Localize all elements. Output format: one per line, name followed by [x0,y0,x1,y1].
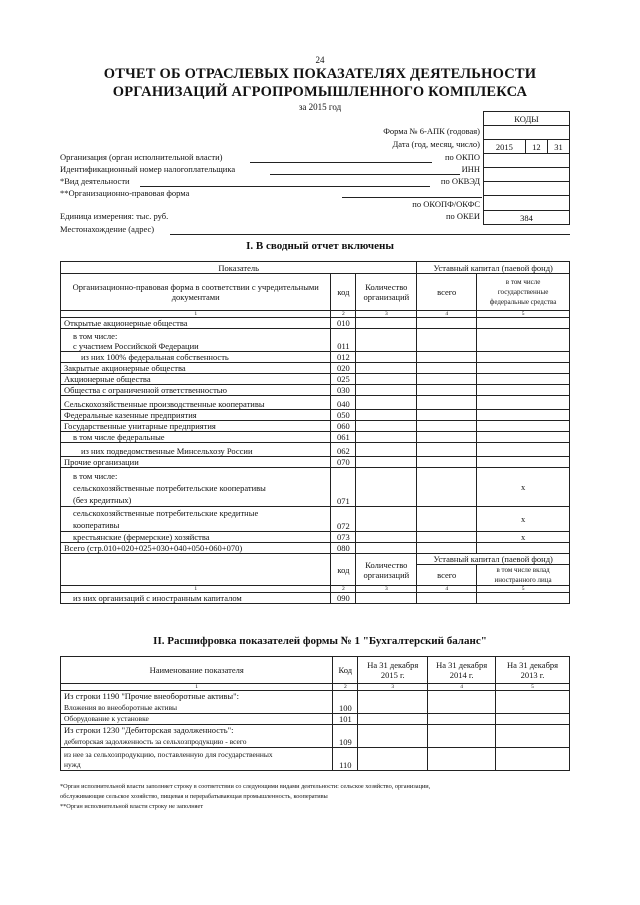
footnotes [60,782,620,812]
codes-table [483,111,570,225]
col-num-3: 3 [356,311,417,318]
row-code: 010 [331,318,356,329]
input-cell[interactable] [417,374,477,385]
table-row-label: Открытые акционерные общества [61,318,331,329]
input-cell[interactable] [417,363,477,374]
row-code: 070 [331,457,356,468]
section2-table [60,656,570,771]
input-cell[interactable] [477,432,570,443]
input-cell[interactable] [428,748,496,771]
h-total: всего [417,274,477,311]
input-cell[interactable] [477,374,570,385]
row-code: 062 [331,443,356,457]
footnote-2: обслуживающие сельское хозяйство, пищевая и перерабатывающая промышленность, кооперативы [60,793,328,800]
table-row-label: из нее за сельхозпродукцию, поставленную для государственных нужд [61,748,333,771]
organization-line[interactable] [250,162,432,163]
h-federal: в том числе государственные федеральные средства [477,274,570,311]
okpo-code-cell[interactable] [484,154,570,168]
row-code: 101 [333,714,358,725]
col-num-5: 5 [477,586,570,593]
input-cell[interactable] [356,457,417,468]
table-row-label: в том числе федеральные [61,432,331,443]
table-row-label: Из строки 1190 "Прочие внеоборотные активы": Вложения во внеоборотные активы [61,691,333,714]
input-cell[interactable] [356,468,417,507]
input-cell[interactable] [477,363,570,374]
row-code: 061 [331,432,356,443]
input-cell[interactable] [417,457,477,468]
h-foreign: в том числе вклад иностранного лица [477,565,570,586]
table-row-label: Всего (стр.010+020+025+030+040+050+060+070) [61,543,331,554]
input-cell[interactable] [417,352,477,363]
table-row-label: Государственные унитарные предприятия [61,421,331,432]
row-code: 020 [331,363,356,374]
row-code: 060 [331,421,356,432]
input-cell[interactable] [477,421,570,432]
col-num-4: 4 [417,586,477,593]
location-label: Местонахождение (адрес) [60,224,155,234]
inn-code-cell[interactable] [484,168,570,182]
table-row-label: Прочие организации [61,457,331,468]
row-code: 080 [331,543,356,554]
footnote-3: **Орган исполнительной власти строку не заполняет [60,803,204,810]
section1-table [60,261,570,604]
input-cell[interactable] [356,593,417,604]
table-row-label: в том числе: с участием Российской Федерации [61,329,331,352]
input-cell[interactable] [477,385,570,396]
h-2014: На 31 декабря 2014 г. [428,657,496,684]
form-code-cell[interactable] [484,126,570,140]
row-code: 109 [333,725,358,748]
row-code: 012 [331,352,356,363]
table-row-label: из них 100% федеральная собственность [61,352,331,363]
row-code: 040 [331,396,356,410]
input-cell[interactable] [417,543,477,554]
table-row-label: Общества с ограниченной ответственностью [61,385,331,396]
input-cell[interactable] [417,432,477,443]
row-code: 071 [331,468,356,507]
table-row-label: крестьянские (фермерские) хозяйства [61,532,331,543]
input-cell[interactable] [496,748,570,771]
input-cell[interactable] [417,593,477,604]
input-cell[interactable] [358,748,428,771]
input-cell[interactable] [477,352,570,363]
input-cell[interactable] [477,593,570,604]
okopf-code-cell[interactable] [484,196,570,211]
legal-form-label: **Организационно-правовая форма [60,188,190,198]
x-mark: х [477,507,570,532]
input-cell[interactable] [496,714,570,725]
col-num-3: 3 [356,586,417,593]
input-cell[interactable] [477,318,570,329]
x-mark: х [477,532,570,543]
table-row-label: сельскохозяйственные потребительские кредитные кооперативы [61,507,331,532]
h-capital-2: Уставный капитал (паевой фонд) [417,554,570,565]
input-cell[interactable] [417,468,477,507]
input-cell[interactable] [356,352,417,363]
input-cell[interactable] [417,385,477,396]
section2-title: II. Расшифровка показателей формы № 1 "Бухгалтерский баланс" [153,635,487,647]
input-cell[interactable] [358,691,428,714]
col-num-4: 4 [417,311,477,318]
row-code: 090 [331,593,356,604]
input-cell[interactable] [356,318,417,329]
report-period: за 2015 год [298,102,342,112]
date-year[interactable]: 2015 [484,140,526,154]
table-row-label: из них организаций с иностранным капиталом [61,593,331,604]
table-row-label: в том числе: сельскохозяйственные потребительские кооперативы (без кредитных) [61,468,331,507]
unit-label: Единица измерения: тыс. руб. [60,211,169,221]
section1-title: I. В сводный отчет включены [246,240,394,252]
col-num-2: 2 [331,586,356,593]
row-code: 100 [333,691,358,714]
input-cell[interactable] [496,691,570,714]
input-cell[interactable] [356,443,417,457]
input-cell[interactable] [356,421,417,432]
input-cell[interactable] [477,443,570,457]
table-row-label: из них подведомственные Минсельхозу России [61,443,331,457]
input-cell[interactable] [356,363,417,374]
codes-header: КОДЫ [484,112,570,126]
row-code: 030 [331,385,356,396]
activity-line[interactable] [140,186,430,187]
h-total-2: всего [417,565,477,586]
input-cell[interactable] [496,725,570,748]
blank-header [61,554,331,586]
input-cell[interactable] [358,714,428,725]
input-cell[interactable] [356,543,417,554]
input-cell[interactable] [417,421,477,432]
organization-label: Организация (орган исполнительной власти) [60,152,223,162]
col-num-2: 2 [331,311,356,318]
input-cell[interactable] [417,410,477,421]
table-row-label: Оборудование к установке [61,714,333,725]
input-cell[interactable] [356,374,417,385]
form-label: Форма № 6-АПК (годовая) [383,126,480,136]
input-cell[interactable] [417,329,477,352]
okopf-label: по ОКОПФ/ОКФС [412,199,480,209]
h-count: Количество организаций [356,274,417,311]
col-num-5: 5 [477,311,570,318]
h-code: код [331,274,356,311]
h-indicator: Показатель [61,262,417,274]
date-day[interactable]: 31 [547,140,569,154]
okpo-label: по ОКПО [444,152,480,162]
input-cell[interactable] [477,543,570,554]
col-num-4: 4 [428,684,496,691]
input-cell[interactable] [428,725,496,748]
input-cell[interactable] [477,396,570,410]
input-cell[interactable] [356,329,417,352]
okei-label: по ОКЕИ [445,211,480,221]
table-row-label: Закрытые акционерные общества [61,363,331,374]
input-cell[interactable] [428,691,496,714]
input-cell[interactable] [477,410,570,421]
row-code: 011 [331,329,356,352]
input-cell[interactable] [356,396,417,410]
input-cell[interactable] [417,532,477,543]
h-code-2: код [331,554,356,586]
input-cell[interactable] [358,725,428,748]
input-cell[interactable] [356,507,417,532]
table-row-label: Сельскохозяйственные производственные кооперативы [61,396,331,410]
h-count-2: Количество организаций [356,554,417,586]
report-title-line2: ОРГАНИЗАЦИЙ АГРОПРОМЫШЛЕННОГО КОМПЛЕКСА [112,84,528,100]
legal-form-line[interactable] [342,197,482,198]
h-2015: На 31 декабря 2015 г. [358,657,428,684]
col-num-5: 5 [496,684,570,691]
date-month[interactable]: 12 [525,140,547,154]
date-label: Дата (год, месяц, число) [392,139,480,149]
footnote-1: *Орган исполнительной власти заполняет строку в соответствии со следующими видами деятельности: сельское хозяйство, организации, [60,783,431,790]
col-num-1: 1 [61,586,331,593]
h-capital: Уставный капитал (паевой фонд) [417,262,570,274]
report-title-line1: ОТЧЕТ ОБ ОТРАСЛЕВЫХ ПОКАЗАТЕЛЯХ ДЕЯТЕЛЬНОСТИ [103,66,537,82]
okved-label: по ОКВЭД [440,176,480,186]
input-cell[interactable] [417,396,477,410]
okei-code-cell[interactable]: 384 [484,211,570,225]
input-cell[interactable] [356,432,417,443]
input-cell[interactable] [417,443,477,457]
row-code: 072 [331,507,356,532]
row-code: 025 [331,374,356,385]
row-code: 050 [331,410,356,421]
x-mark: х [477,468,570,507]
h-name: Наименование показателя [61,657,333,684]
h-code: Код [333,657,358,684]
input-cell[interactable] [477,329,570,352]
h-2013: На 31 декабря 2013 г. [496,657,570,684]
col-num-1: 1 [61,311,331,318]
table-row-label: Федеральные казенные предприятия [61,410,331,421]
input-cell[interactable] [356,385,417,396]
col-num-3: 3 [358,684,428,691]
row-code: 073 [331,532,356,543]
inn-description: Идентификационный номер налогоплательщика [60,164,236,174]
input-cell[interactable] [428,714,496,725]
col-num-1: 1 [61,684,333,691]
inn-label: ИНН [461,164,480,174]
activity-label: *Вид деятельности [60,176,130,186]
input-cell[interactable] [417,318,477,329]
location-line[interactable] [170,234,570,235]
input-cell[interactable] [356,532,417,543]
input-cell[interactable] [477,457,570,468]
okved-code-cell[interactable] [484,182,570,196]
col-num-2: 2 [333,684,358,691]
row-code: 110 [333,748,358,771]
input-cell[interactable] [417,507,477,532]
page-number: 24 [315,55,325,65]
inn-line[interactable] [270,174,460,175]
h-legal-form: Организационно-правовая форма в соответствии с учредительными документами [61,274,331,311]
input-cell[interactable] [356,410,417,421]
table-row-label: Акционерные общества [61,374,331,385]
table-row-label: Из строки 1230 "Дебиторская задолженность": дебиторская задолженность за сельхозпродукцию - всего [61,725,333,748]
